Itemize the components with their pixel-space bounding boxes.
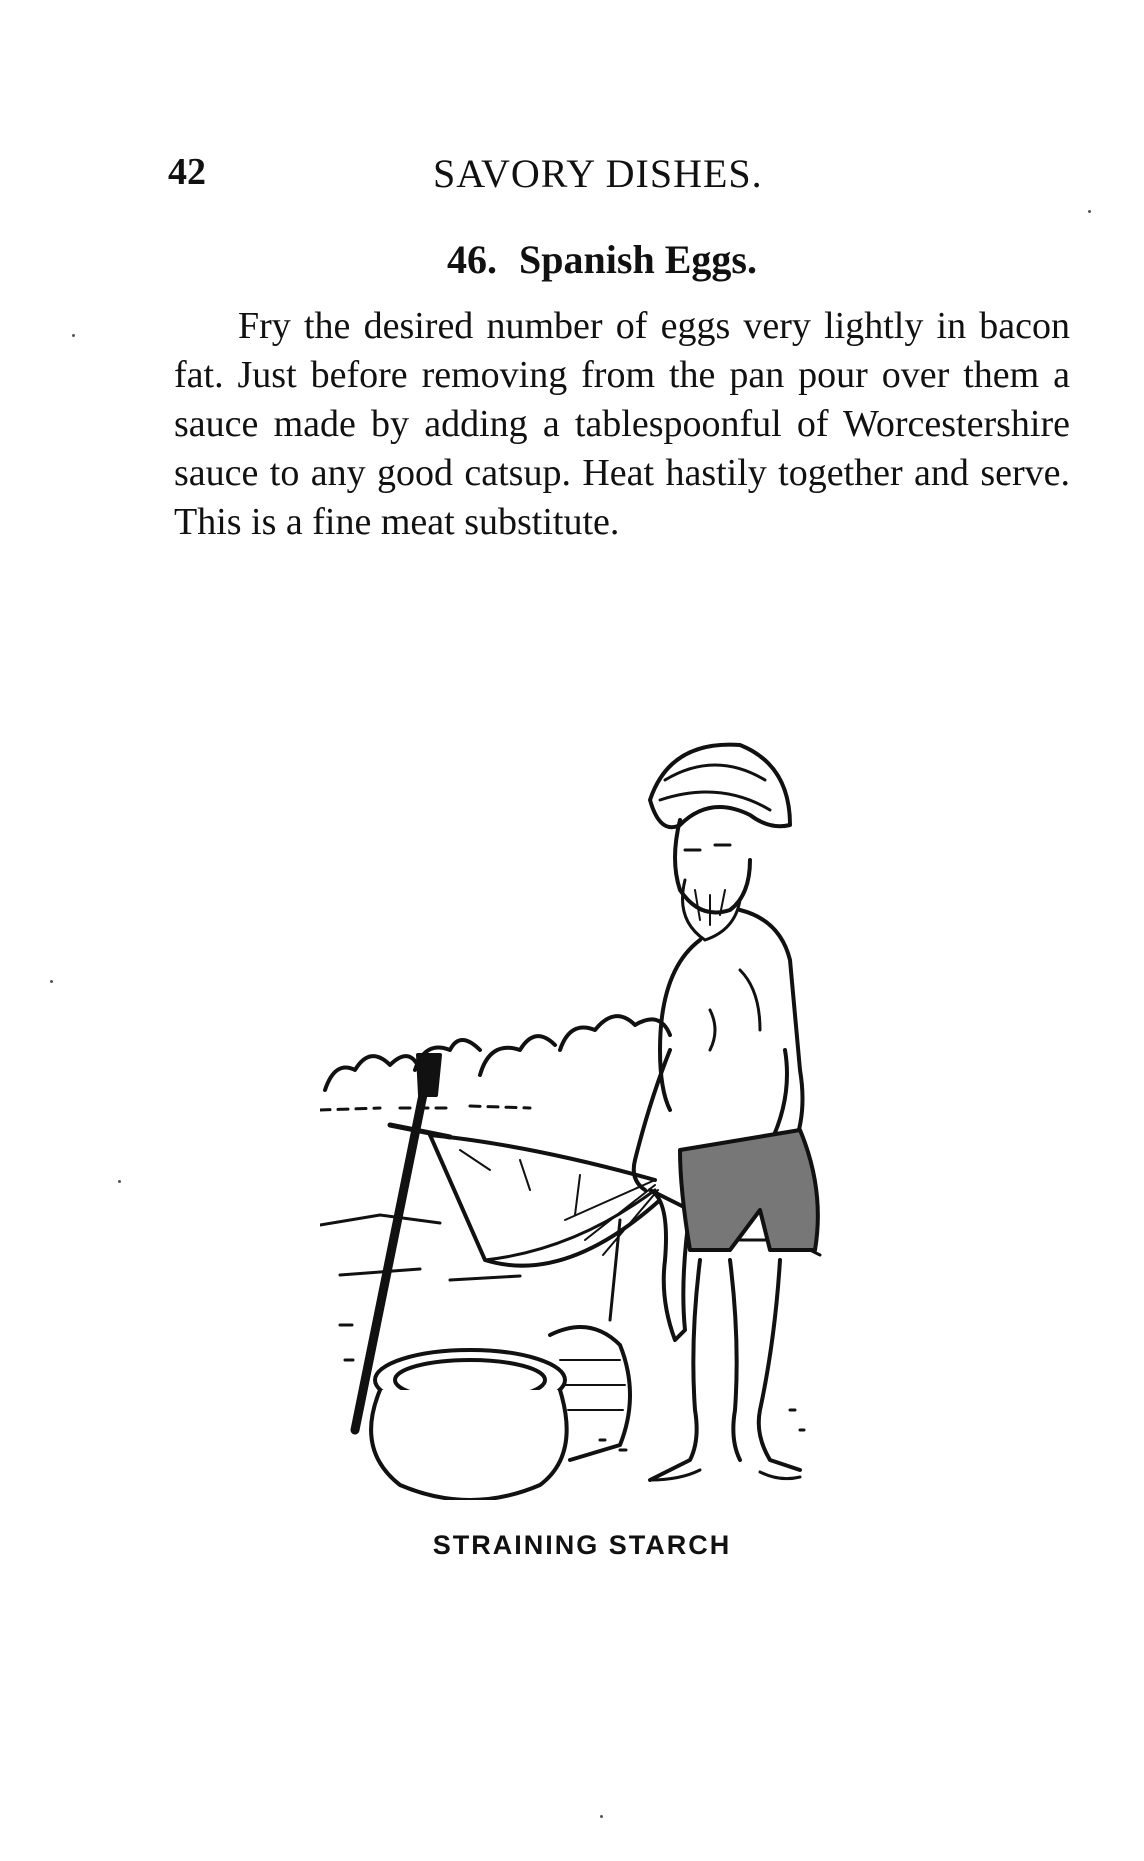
straining-starch-illustration (320, 720, 920, 1500)
page-speck (1088, 210, 1091, 213)
page-speck (600, 1815, 603, 1818)
recipe-body: Fry the desired number of eggs very lightly in bacon fat. Just before removing from the pan pour over them a sauce made by adding a tablespoonful of Worcestershire sauce to any good catsup. Heat hastily together and serve. This is a fine meat substitute. (174, 305, 1070, 543)
page-number: 42 (168, 151, 206, 193)
recipe-title (0, 236, 1144, 283)
page-header (168, 150, 1038, 200)
page-speck (50, 980, 53, 983)
page-speck (118, 1180, 121, 1183)
recipe-title-text: Spanish Eggs. (519, 237, 757, 282)
illustration-caption: STRAINING STARCH (432, 1530, 732, 1560)
recipe-number: 46. (447, 237, 498, 282)
page-speck (72, 334, 75, 337)
running-head: SAVORY DISHES. (433, 151, 763, 196)
